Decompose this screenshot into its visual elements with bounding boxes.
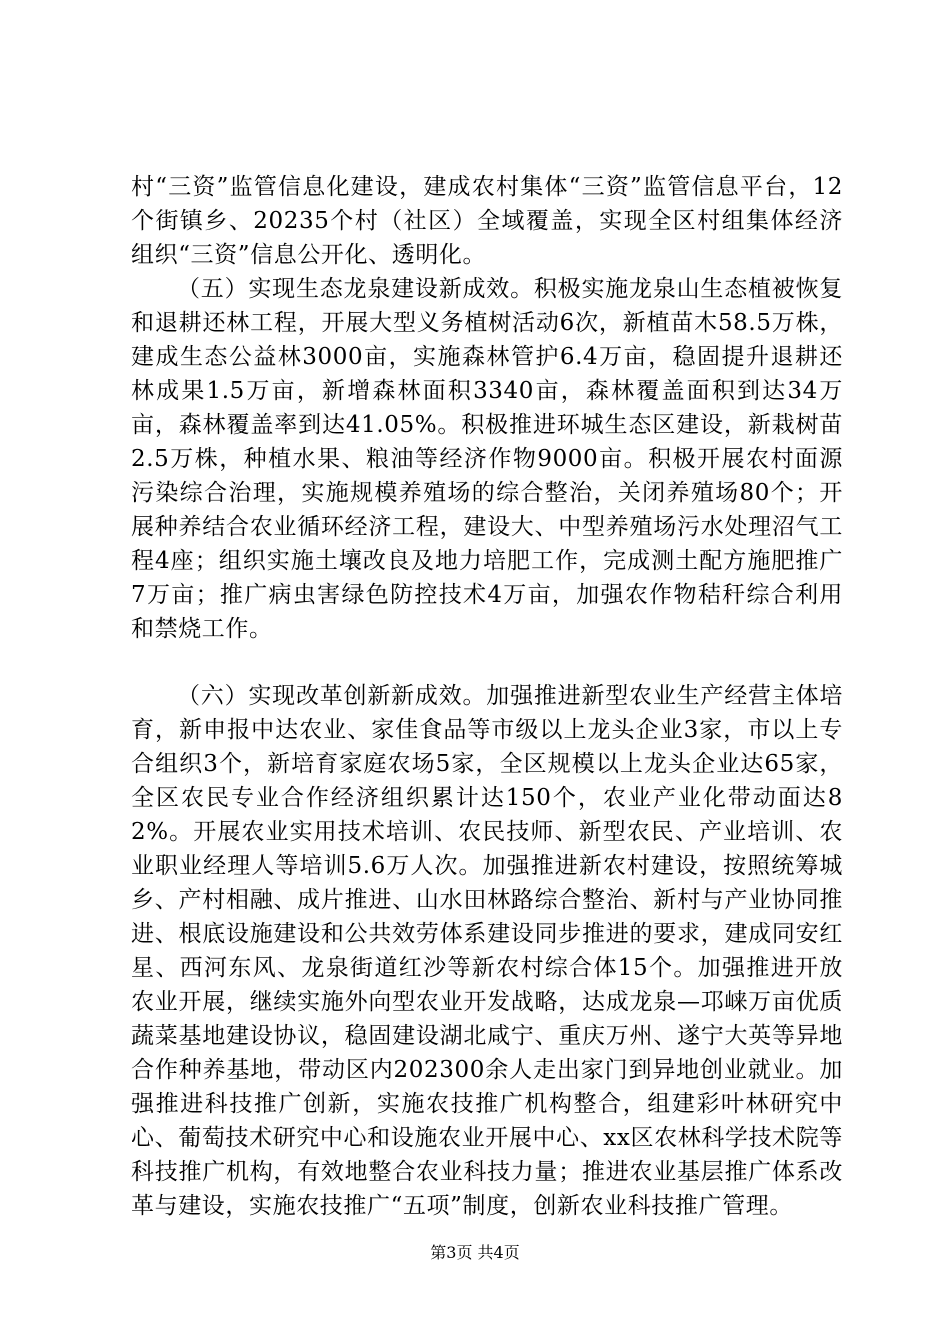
paragraph-section-six: （六）实现改革创新新成效。加强推进新型农业生产经营主体培育，新申报中达农业、家佳食品等市级以上龙头企业3家，市以上专合组织3个，新培育家庭农场5家，全区规模以上龙头企业达65家，全区农民专业合作经济组织累计达150个，农业产业化带动面达82%。开展农业实用技术培训、农民技师、新型农民、产业培训、农业职业经理人等培训5.6万人次。加强推进新农村建设，按照统筹城乡、产村相融、成片推进、山水田林路综合整治、新村与产业协同推进、根底设施建设和公共效劳体系建设同步推进的要求，建成同安红星、西河东风、龙泉街道红沙等新农村综合体15个。加强推进开放农业开展，继续实施外向型农业开发战略，达成龙泉—邛崃万亩优质蔬菜基地建设协议，稳固建设湖北咸宁、重庆万州、遂宁大英等异地合作种养基地，带动区内202300余人走出家门到异地创业就业。加强推进科技推广创新，实施农技推广机构整合，组建彩叶林研究中心、葡萄技术研究中心和设施农业开展中心、xx区农林科学技术院等科技推广机构，有效地整合农业科技力量；推进农业基层推广体系改革与建设，实施农技推广“五项”制度，创新农业科技推广管理。 (131, 683, 843, 1219)
paragraph-section-five: （五）实现生态龙泉建设新成效。积极实施龙泉山生态植被恢复和退耕还林工程，开展大型义务植树活动6次，新植苗木58.5万株，建成生态公益林3000亩，实施森林管护6.4万亩，稳固提升退耕还林成果1.5万亩，新增森林面积3340亩，森林覆盖面积到达34万亩，森林覆盖率到达41.05%。积极推进环城生态区建设，新栽树苗2.5万株，种植水果、粮油等经济作物9000亩。积极开展农村面源污染综合治理，实施规模养殖场的综合整治，关闭养殖场80个；开展种养结合农业循环经济工程，建设大、中型养殖场污水处理沼气工程4座；组织实施土壤改良及地力培肥工作，完成测土配方施肥推广7万亩；推广病虫害绿色防控技术4万亩，加强农作物秸秆综合利用和禁烧工作。 (131, 276, 843, 642)
paragraph-continuation: 村“三资”监管信息化建设，建成农村集体“三资”监管信息平台，12个街镇乡、20235个村（社区）全域覆盖，实现全区村组集体经济组织“三资”信息公开化、透明化。 (131, 174, 843, 268)
document-body (131, 170, 843, 1223)
page-footer: 第3页 共4页 (430, 1243, 520, 1262)
